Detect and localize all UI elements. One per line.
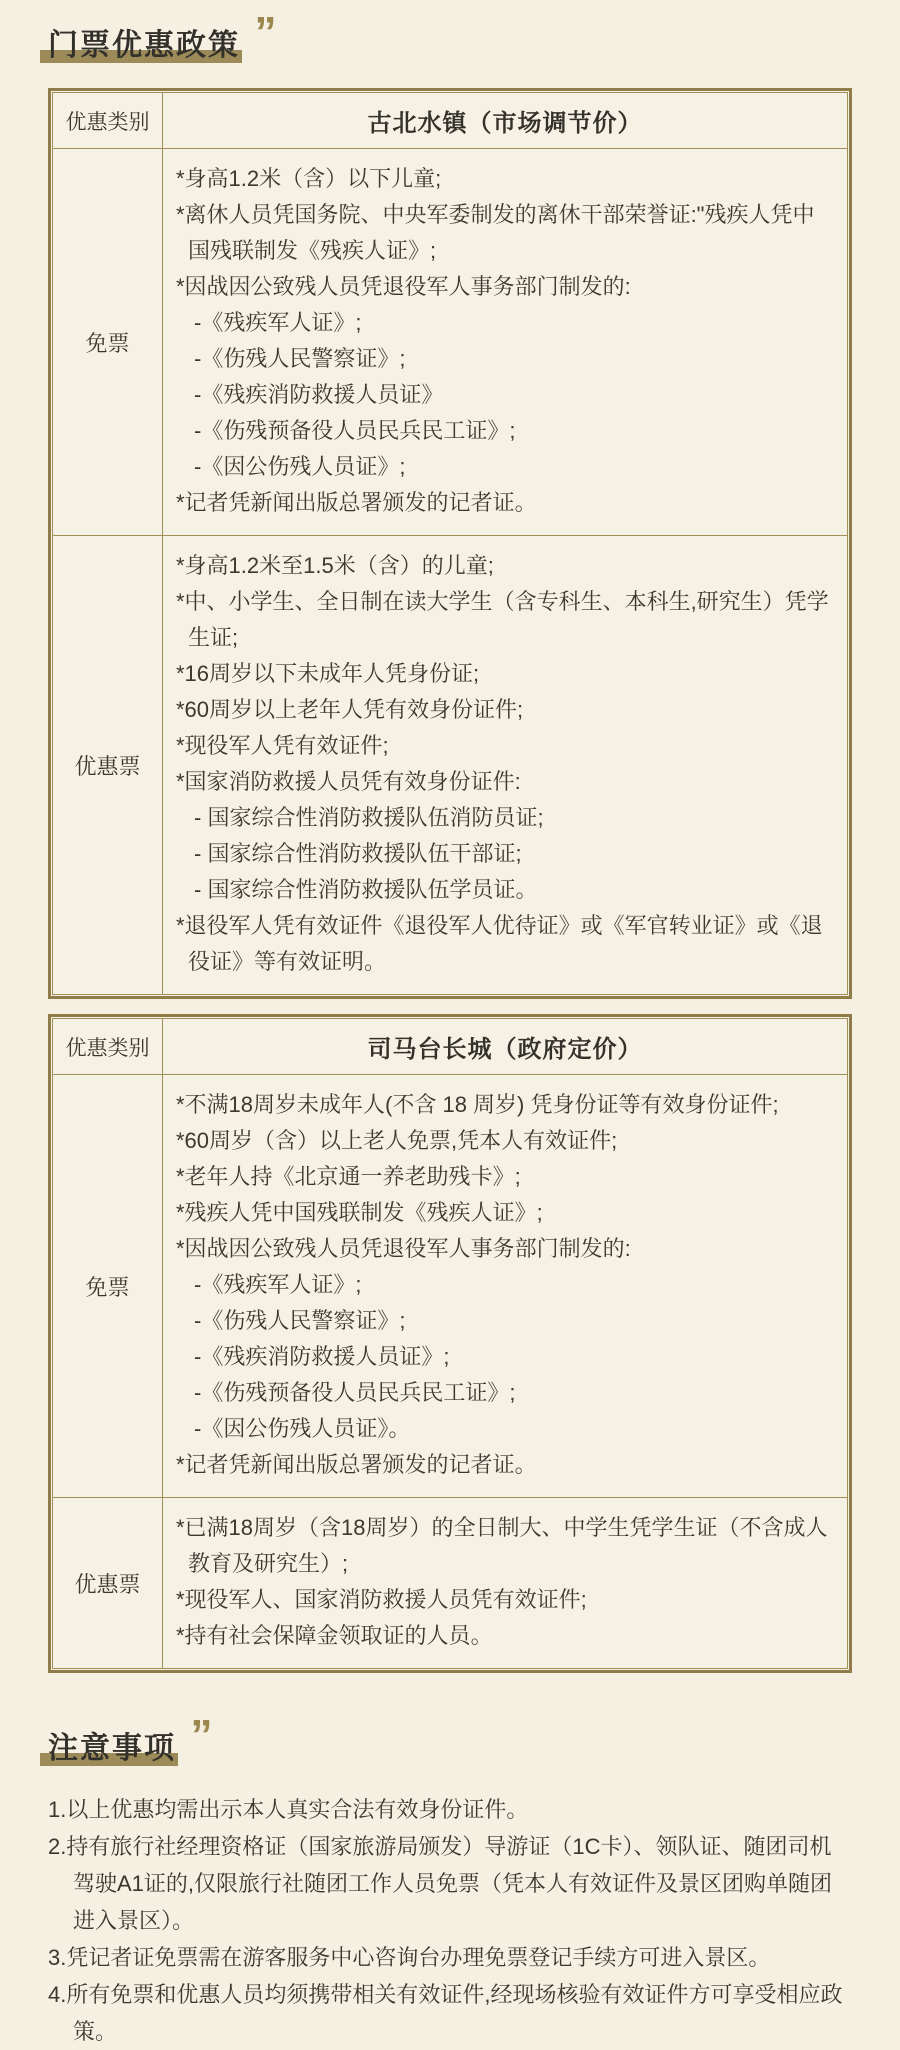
simatai-table [52,1018,848,1669]
policy-line: *退役军人凭有效证件《退役军人优待证》或《军官转业证》或《退役证》等有效证明。 [176,913,823,974]
row-label-free: 免票 [53,149,163,536]
category-header-cell: 优惠类别 [53,1019,163,1075]
policy-line: *记者凭新闻出版总署颁发的记者证。 [176,490,537,515]
simatai-table-wrapper [48,1014,852,1673]
policy-line: *60周岁（含）以上老人免票,凭本人有效证件; [176,1128,618,1153]
policy-line: - 国家综合性消防救援队伍干部证; [194,841,522,866]
policy-line: *记者凭新闻出版总署颁发的记者证。 [176,1452,537,1477]
policy-line: *国家消防救援人员凭有效身份证件: [176,769,521,794]
notes-list [48,1791,852,2050]
policy-line: -《因公伤残人员证》。 [194,1416,411,1441]
policy-section-header [48,8,852,66]
policy-line: *身高1.2米（含）以下儿童; [176,166,442,191]
policy-line-list [176,548,833,980]
policy-line: *现役军人、国家消防救援人员凭有效证件; [176,1587,587,1612]
policy-line: -《伤残人民警察证》; [194,1308,406,1333]
row-content-free [163,149,848,536]
table-row [53,536,848,995]
note-item: 4.所有免票和优惠人员均须携带相关有效证件,经现场核验有效证件方可享受相应政策。 [48,1982,843,2044]
policy-line: *离休人员凭国务院、中央军委制发的离休干部荣誉证:"残疾人凭中国残联制发《残疾人证》; [176,202,815,263]
policy-line: *因战因公致残人员凭退役军人事务部门制发的: [176,1236,631,1261]
quote-icon: ” [190,1711,210,1760]
policy-line: *老年人持《北京通一养老助残卡》; [176,1164,521,1189]
policy-line: -《残疾军人证》; [194,1272,362,1297]
policy-title-text: 门票优惠政策 [48,29,240,62]
venue-header-cell: 古北水镇（市场调节价） [163,93,848,149]
policy-line: *身高1.2米至1.5米（含）的儿童; [176,553,494,578]
note-item: 1.以上优惠均需出示本人真实合法有效身份证件。 [48,1797,529,1822]
policy-line: *因战因公致残人员凭退役军人事务部门制发的: [176,274,631,299]
policy-line-list [176,161,833,521]
policy-line: -《伤残预备役人员民兵民工证》; [194,418,516,443]
policy-line: -《伤残人民警察证》; [194,346,406,371]
gubei-table-wrapper [48,88,852,999]
category-header-cell: 优惠类别 [53,93,163,149]
policy-line: -《残疾消防救援人员证》; [194,1344,450,1369]
row-label-free: 免票 [53,1075,163,1498]
policy-line: - 国家综合性消防救援队伍学员证。 [194,877,538,902]
policy-line: -《伤残预备役人员民兵民工证》; [194,1380,516,1405]
table-row [53,1075,848,1498]
row-content-free [163,1075,848,1498]
policy-line: *16周岁以下未成年人凭身份证; [176,661,480,686]
policy-title [48,14,240,64]
row-label-discount: 优惠票 [53,1498,163,1669]
policy-line: *60周岁以上老年人凭有效身份证件; [176,697,524,722]
policy-line: -《残疾消防救援人员证》 [194,382,444,407]
table-header-row [53,93,848,149]
policy-line: - 国家综合性消防救援队伍消防员证; [194,805,544,830]
policy-line: *已满18周岁（含18周岁）的全日制大、中学生凭学生证（不含成人教育及研究生）; [176,1515,828,1576]
policy-line: -《因公伤残人员证》; [194,454,406,479]
notes-title-text: 注意事项 [48,1732,176,1765]
policy-line: *中、小学生、全日制在读大学生（含专科生、本科生,研究生）凭学生证; [176,589,829,650]
policy-line: *不满18周岁未成年人(不含 18 周岁) 凭身份证等有效身份证件; [176,1092,779,1117]
venue-header-cell: 司马台长城（政府定价） [163,1019,848,1075]
notes-section-header [48,1711,852,1769]
table-header-row [53,1019,848,1075]
table-row [53,149,848,536]
row-content-discount [163,536,848,995]
policy-line-list [176,1087,833,1483]
policy-line-list [176,1510,833,1654]
policy-line: *持有社会保障金领取证的人员。 [176,1623,493,1648]
table-row [53,1498,848,1669]
policy-line: -《残疾军人证》; [194,310,362,335]
policy-line: *残疾人凭中国残联制发《残疾人证》; [176,1200,543,1225]
note-item: 2.持有旅行社经理资格证（国家旅游局颁发）导游证（1C卡）、领队证、随团司机驾驶A1证的,仅限旅行社随团工作人员免票（凭本人有效证件及景区团购单随团进入景区）。 [48,1834,833,1933]
row-content-discount [163,1498,848,1669]
policy-line: *现役军人凭有效证件; [176,733,389,758]
gubei-table [52,92,848,995]
notes-title [48,1717,176,1767]
quote-icon: ” [254,8,274,57]
row-label-discount: 优惠票 [53,536,163,995]
note-item: 3.凭记者证免票需在游客服务中心咨询台办理免票登记手续方可进入景区。 [48,1945,771,1970]
